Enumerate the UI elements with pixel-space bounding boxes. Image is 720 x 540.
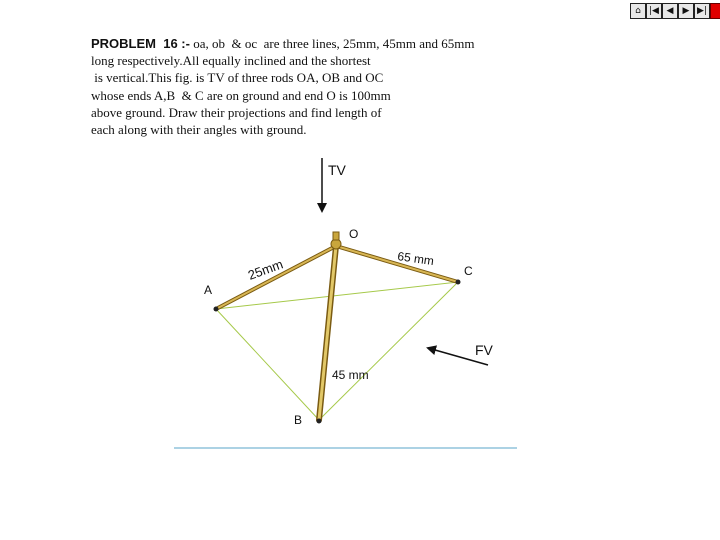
- rod-ob-highlight: [319, 246, 336, 420]
- label-len-ob: 45 mm: [332, 368, 369, 382]
- prev-icon[interactable]: ◀: [662, 3, 678, 19]
- label-len-oc: 65 mm: [396, 249, 435, 269]
- label-fv: FV: [475, 342, 493, 358]
- rod-oc-highlight: [336, 246, 458, 282]
- label-c: C: [464, 264, 473, 278]
- label-a: A: [204, 283, 213, 297]
- problem-text: whose ends A,B & C are on ground and end O is 100mm: [91, 87, 391, 103]
- home-icon[interactable]: ⌂: [630, 3, 646, 19]
- problem-text: is vertical.This fig. is TV of three rods OA, OB and OC: [91, 70, 384, 86]
- end-a: [214, 307, 219, 312]
- end-b: [317, 419, 322, 424]
- problem-text: above ground. Draw their projections and find length of: [91, 104, 382, 120]
- next-icon[interactable]: ▶: [678, 3, 694, 19]
- end-c: [456, 280, 461, 285]
- joint-o-cap: [333, 232, 339, 240]
- base-outline: [216, 282, 458, 420]
- label-tv: TV: [328, 162, 346, 178]
- label-o: O: [349, 227, 359, 241]
- problem-text: long respectively.All equally inclined and the shortest: [91, 53, 371, 69]
- label-len-oa: 25mm: [245, 256, 285, 283]
- last-icon[interactable]: ▶|: [694, 3, 710, 19]
- first-icon[interactable]: |◀: [646, 3, 662, 19]
- rod-oa-highlight: [216, 246, 336, 309]
- problem-heading: PROBLEM 16 :-: [91, 36, 190, 51]
- problem-text: oa, ob & oc are three lines, 25mm, 45mm and 65mm: [189, 36, 475, 51]
- label-b: B: [294, 413, 303, 427]
- problem-text: each along with their angles with ground.: [91, 122, 307, 138]
